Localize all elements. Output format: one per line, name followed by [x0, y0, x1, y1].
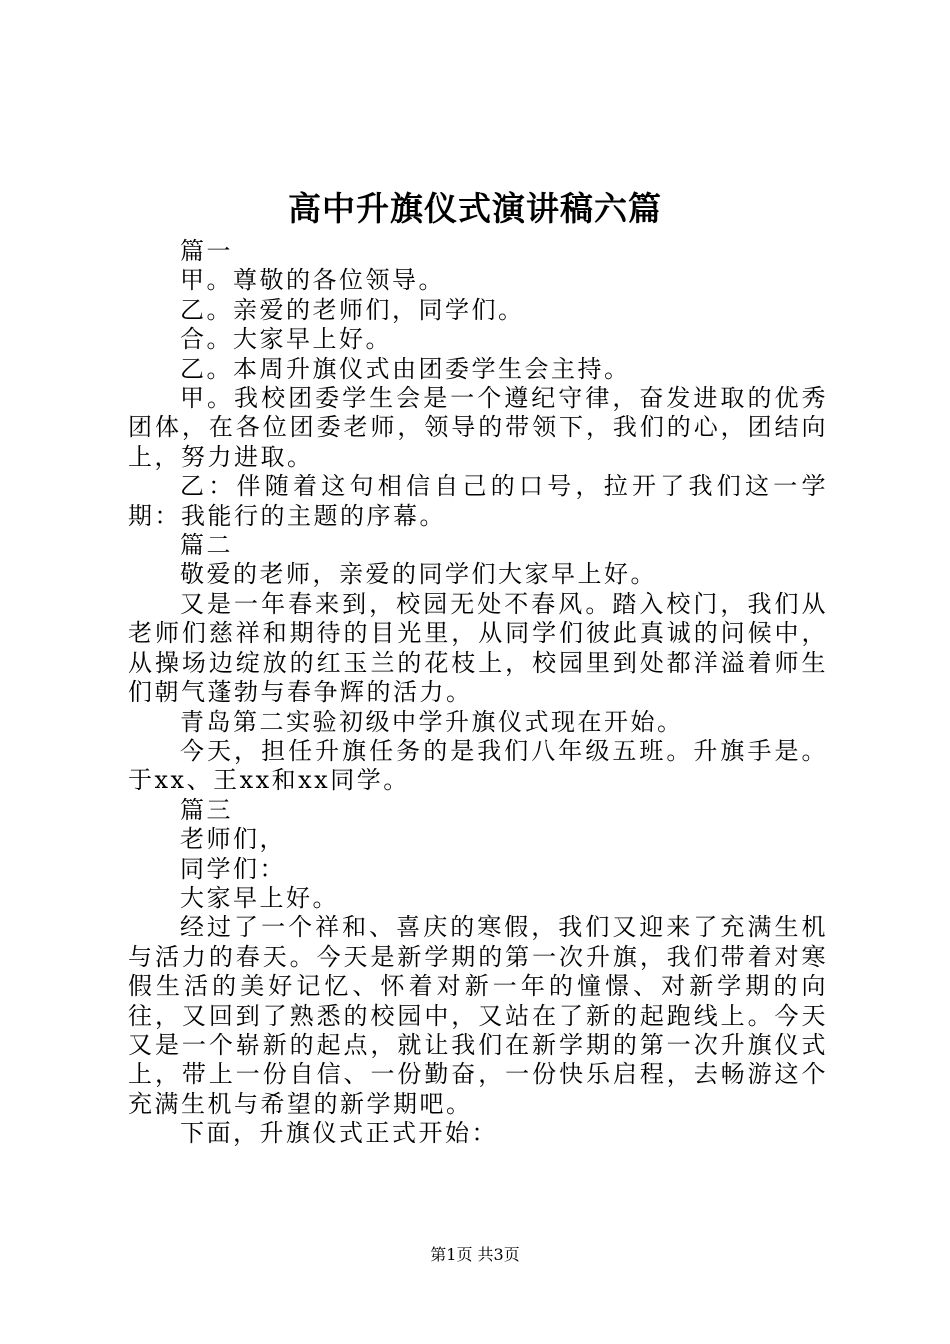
paragraph: 青岛第二实验初级中学升旗仪式现在开始。	[180, 707, 684, 736]
paragraph: 敬爱的老师，亲爱的同学们大家早上好。	[180, 560, 657, 589]
section-heading: 篇二	[180, 531, 233, 560]
paragraph: 乙：伴随着这句相信自己的口号，拉开了我们这一学期：我能行的主题的序幕。	[128, 472, 828, 530]
paragraph: 甲。尊敬的各位领导。	[180, 266, 445, 295]
paragraph: 下面，升旗仪式正式开始：	[180, 1119, 498, 1148]
paragraph: 合。大家早上好。	[180, 325, 392, 354]
paragraph: 老师们，	[180, 825, 286, 854]
paragraph: 又是一年春来到，校园无处不春风。踏入校门，我们从老师们慈祥和期待的目光里，从同学们彼此真诚的问候中，从操场边绽放的红玉兰的花枝上，校园里到处都洋溢着师生们朝气蓬勃与春争辉的活力。	[128, 589, 828, 707]
document-body	[128, 237, 828, 1149]
paragraph: 今天，担任升旗任务的是我们八年级五班。升旗手是。于xx、王xx和xx同学。	[128, 736, 828, 795]
paragraph: 经过了一个祥和、喜庆的寒假，我们又迎来了充满生机与活力的春天。今天是新学期的第一次升旗，我们带着对寒假生活的美好记忆、怀着对新一年的憧憬、对新学期的向往，又回到了熟悉的校园中，又站在了新的起跑线上。今天又是一个崭新的起点，就让我们在新学期的第一次升旗仪式上，带上一份自信、一份勤奋，一份快乐启程，去畅游这个充满生机与希望的新学期吧。	[128, 913, 828, 1118]
paragraph: 乙。亲爱的老师们，同学们。	[180, 295, 525, 324]
document-title: 高中升旗仪式演讲稿六篇	[288, 189, 662, 228]
page-footer: 第1页 共3页	[430, 1245, 520, 1264]
paragraph: 乙。本周升旗仪式由团委学生会主持。	[180, 354, 631, 383]
section-heading: 篇一	[180, 237, 233, 265]
section-heading: 篇三	[180, 795, 233, 824]
paragraph: 甲。我校团委学生会是一个遵纪守律，奋发进取的优秀团体，在各位团委老师，领导的带领下，我们的心，团结向上，努力进取。	[128, 384, 828, 471]
paragraph: 大家早上好。	[180, 883, 339, 912]
paragraph: 同学们：	[180, 854, 286, 883]
